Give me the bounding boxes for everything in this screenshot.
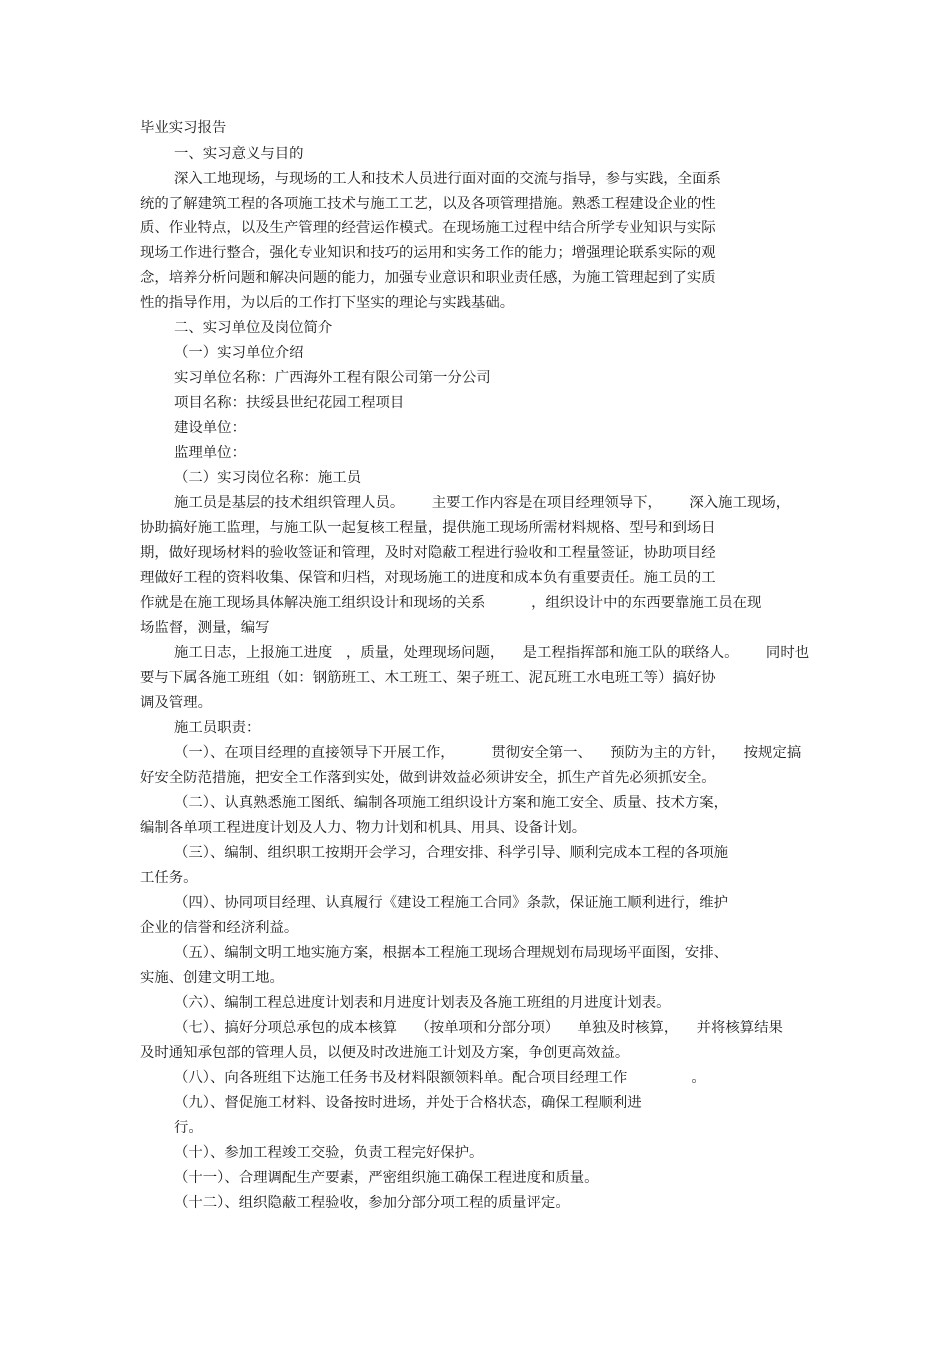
paragraph-line: 施工日志，上报施工进度 ，质量，处理现场问题， 是工程指挥部和施工队的联络人。 同时也 [174,645,810,661]
paragraph-line: 协助搞好施工监理，与施工队一起复核工程量，提供施工现场所需材料规格、型号和到场日 [140,520,716,536]
duty-item-line: （二）、认真熟悉施工图纸、编制各项施工组织设计方案和施工安全、质量、技术方案， [174,795,729,811]
duty-item-line: 及时通知承包部的管理人员，以便及时改进施工计划及方案，争创更高效益。 [140,1045,630,1061]
duty-item-line: 好安全防范措施，把安全工作落到实处，做到讲效益必须讲安全，抓生产首先必须抓安全。 [140,770,716,786]
duty-item-line: （三）、编制、组织职工按期开会学习，合理安排、科学引导、顺利完成本工程的各项施 [174,845,729,861]
paragraph-line: 念，培养分析问题和解决问题的能力，加强专业意识和职业责任感，为施工管理起到了实质 [140,270,716,286]
duty-item-line: 工任务。 [140,870,198,886]
paragraph-line: 深入工地现场，与现场的工人和技术人员进行面对面的交流与指导，参与实践，全面系 [174,171,721,187]
duty-item-line: （十二）、组织隐蔽工程验收，参加分部分项工程的质量评定。 [174,1195,570,1211]
info-line: 项目名称：扶绥县世纪花园工程项目 [174,395,405,411]
paragraph-line: 期，做好现场材料的验收签证和管理，及时对隐蔽工程进行验收和工程量签证，协助项目经 [140,545,716,561]
duty-item-line: （七）、搞好分项总承包的成本核算 （按单项和分部分项） 单独及时核算， 并将核算结果 [174,1020,783,1036]
paragraph-line: 施工员是基层的技术组织管理人员。 主要工作内容是在项目经理领导下， 深入施工现场， [174,495,791,511]
paragraph-line: 调及管理。 [140,695,212,711]
duty-item-line: 编制各单项工程进度计划及人力、物力计划和机具、用具、设备计划。 [140,820,587,836]
duty-item-line: （十）、参加工程竣工交验，负责工程完好保护。 [174,1145,484,1161]
section-heading-2: 二、实习单位及岗位简介 [174,320,333,336]
duty-item-line: （六）、编制工程总进度计划表和月进度计划表及各施工班组的月进度计划表。 [174,995,671,1011]
info-line: 实习单位名称：广西海外工程有限公司第一分公司 [174,370,491,386]
paragraph-line: 质、作业特点，以及生产管理的经营运作模式。在现场施工过程中结合所学专业知识与实际 [140,220,716,236]
duty-item-line: 企业的信誉和经济利益。 [140,920,299,936]
duty-item-line: （四）、协同项目经理、认真履行《建设工程施工合同》条款，保证施工顺利进行，维护 [174,895,729,911]
duty-item-line: 行。 [174,1120,203,1136]
paragraph-line: 现场工作进行整合，强化专业知识和技巧的运用和实务工作的能力；增强理论联系实际的观 [140,245,716,261]
paragraph-line: 作就是在施工现场具体解决施工组织设计和现场的关系 ，组织设计中的东西要靠施工员在现 [140,595,762,611]
duty-item-line: （八）、向各班组下达施工任务书及材料限额领料单。配合项目经理工作 。 [174,1070,706,1086]
duty-item-line: （一）、在项目经理的直接领导下开展工作， 贯彻安全第一、 预防为主的方针， 按规定搞 [174,745,802,761]
info-line: 监理单位： [174,445,246,461]
duty-item-line: （十一）、合理调配生产要素，严密组织施工确保工程进度和质量。 [174,1170,599,1186]
duty-item-line: 实施、创建文明工地。 [140,970,284,986]
duty-item-line: （五）、编制文明工地实施方案，根据本工程施工现场合理规划布局现场平面图，安排、 [174,945,729,961]
subsection-heading: （二）实习岗位名称：施工员 [174,470,362,486]
paragraph-line: 场监督，测量，编写 [140,620,270,636]
duties-heading: 施工员职责： [174,720,261,736]
duty-item-line: （九）、督促施工材料、设备按时进场，并处于合格状态，确保工程顺利进 [174,1095,642,1111]
info-line: 建设单位： [174,420,246,436]
subsection-heading: （一）实习单位介绍 [174,345,304,361]
report-title: 毕业实习报告 [140,120,227,136]
paragraph-line: 理做好工程的资料收集、保管和归档，对现场施工的进度和成本负有重要责任。施工员的工 [140,570,716,586]
section-heading-1: 一、实习意义与目的 [174,146,304,162]
paragraph-line: 要与下属各施工班组（如：钢筋班工、木工班工、架子班工、泥瓦班工水电班工等）搞好协 [140,670,716,686]
paragraph-line: 统的了解建筑工程的各项施工技术与施工工艺，以及各项管理措施。熟悉工程建设企业的性 [140,196,716,212]
paragraph-line: 性的指导作用，为以后的工作打下坚实的理论与实践基础。 [140,295,515,311]
